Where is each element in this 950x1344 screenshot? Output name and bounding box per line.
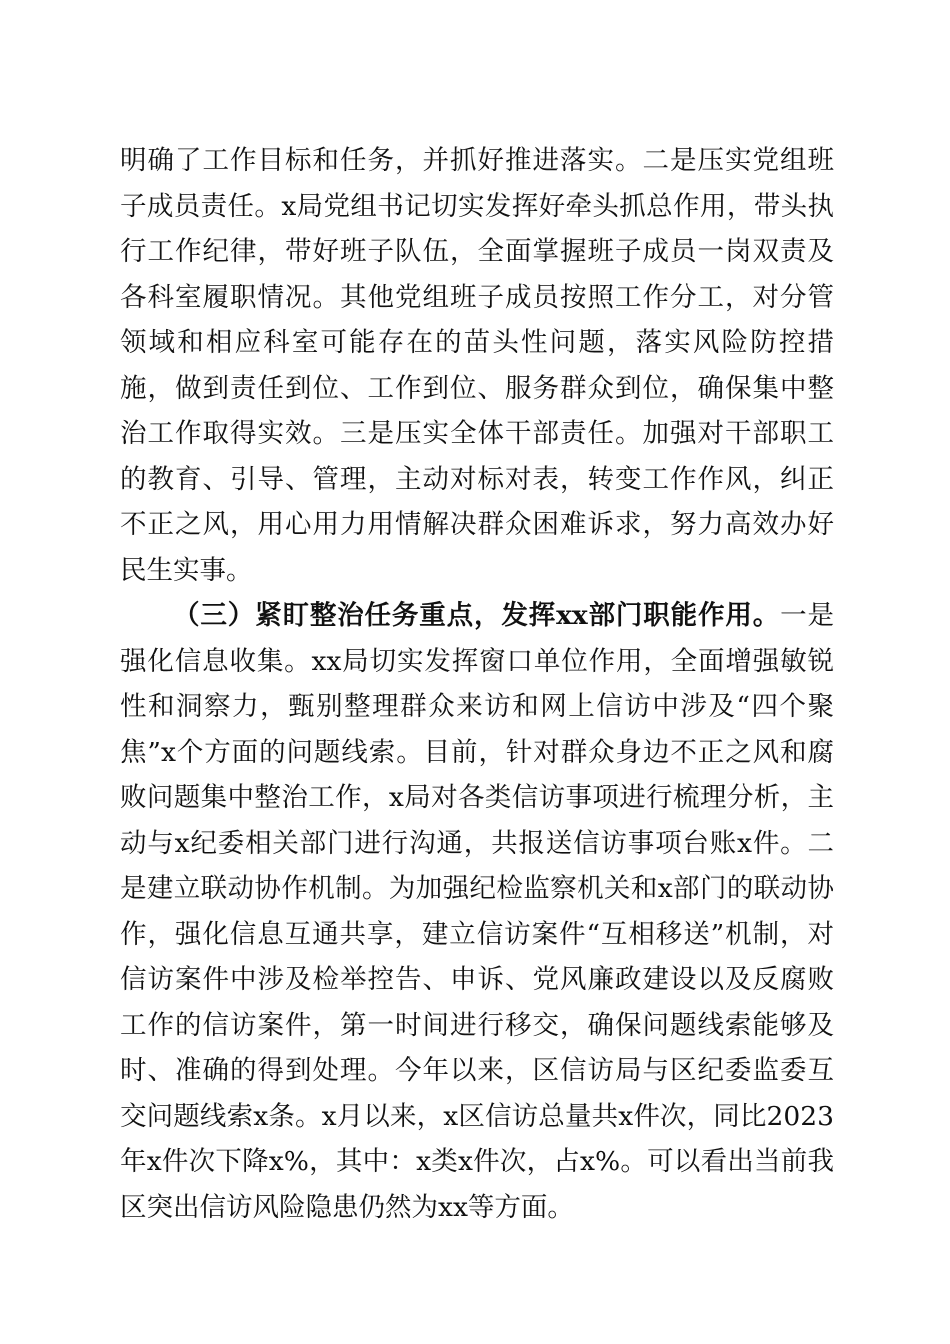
paragraph-section-three — [120, 593, 834, 1230]
body-text — [120, 138, 834, 1230]
section-heading: （三）紧盯整治任务重点，发挥xx部门职能作用。 — [173, 600, 781, 631]
paragraph-continued — [120, 138, 834, 593]
paragraph-text: 一是强化信息收集。xx局切实发挥窗口单位作用，全面增强敏锐性和洞察力，甄别整理群众来访和网上信访中涉及“四个聚焦”x个方面的问题线索。目前，针对群众身边不正之风和腐败问题集中整治工作，x局对各类信访事项进行梳理分析，主动与x纪委相关部门进行沟通，共报送信访事项台账x件。二是建立联动协作机制。为加强纪检监察机关和x部门的联动协作，强化信息互通共享，建立信访案件“互相移送”机制，对信访案件中涉及检举控告、申诉、党风廉政建设以及反腐败工作的信访案件，第一时间进行移交，确保问题线索能够及时、准确的得到处理。今年以来，区信访局与区纪委监委互交问题线索x条。x月以来，x区信访总量共x件次，同比2023年x件次下降x%，其中：x类x件次，占x%。可以看出当前我区突出信访风险隐患仍然为xx等方面。 — [120, 600, 834, 1223]
paragraph-text: 明确了工作目标和任务，并抓好推进落实。二是压实党组班子成员责任。x局党组书记切实发挥好牵头抓总作用，带头执行工作纪律，带好班子队伍，全面掌握班子成员一岗双责及各科室履职情况。其他党组班子成员按照工作分工，对分管领域和相应科室可能存在的苗头性问题，落实风险防控措施，做到责任到位、工作到位、服务群众到位，确保集中整治工作取得实效。三是压实全体干部责任。加强对干部职工的教育、引导、管理，主动对标对表，转变工作作风，纠正不正之风，用心用力用情解决群众困难诉求，努力高效办好民生实事。 — [120, 145, 834, 586]
